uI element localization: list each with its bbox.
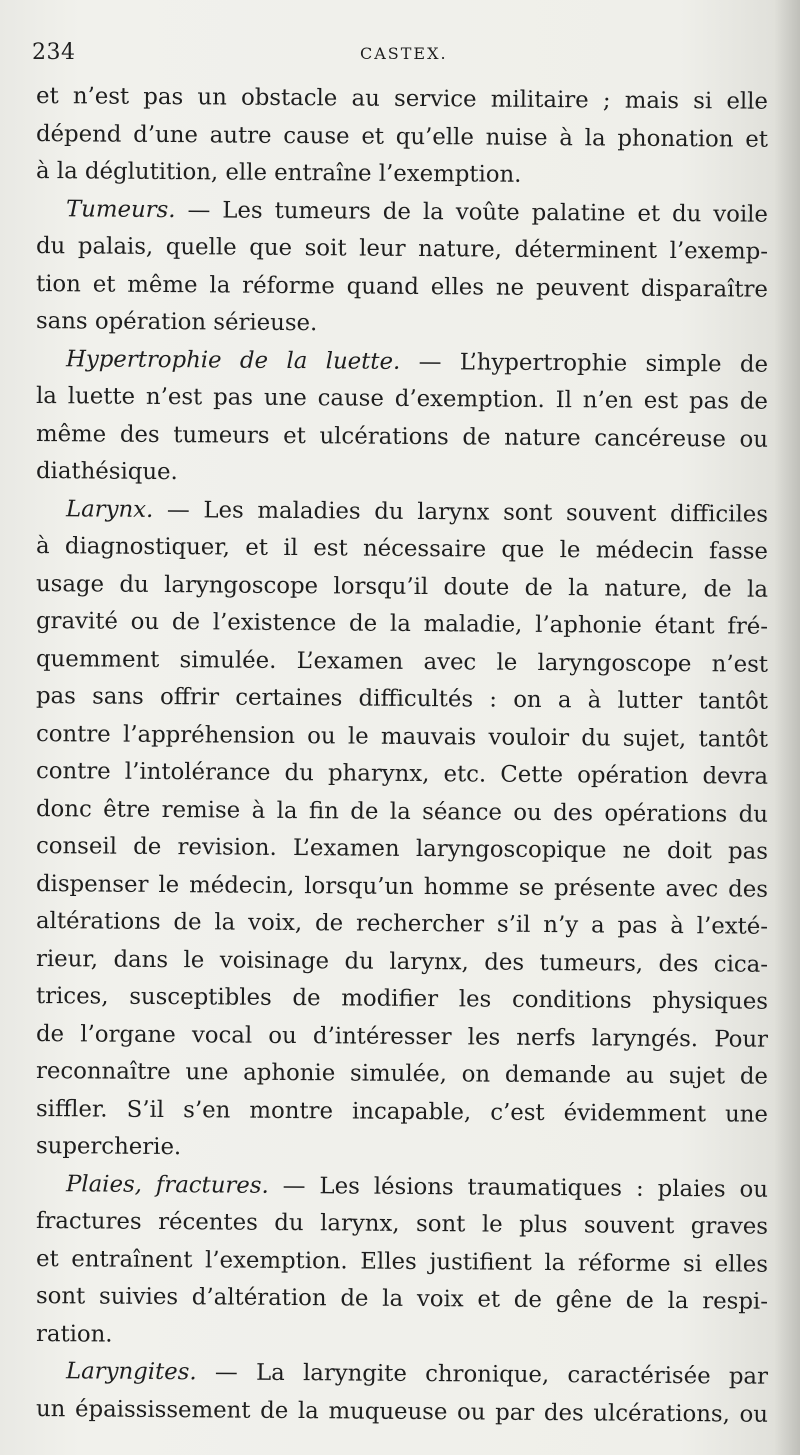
line-text: — L’hypertrophie simple de — [400, 348, 769, 378]
text-line — [36, 266, 768, 309]
text-line — [36, 228, 768, 271]
text-line — [36, 1316, 768, 1359]
section-heading: Tumeurs. — [65, 195, 176, 223]
line-text: à diagnostiquer, et il est nécessaire que le médecin fasse — [35, 533, 769, 565]
line-text: — Les lésions traumatiques : plaies ou — [268, 1172, 769, 1203]
line-text: usage du laryngoscope lorsqu’il doute de la nature, de la — [35, 570, 769, 603]
line-text: un épaississement de la muqueuse ou par des ulcérations, ou — [35, 1395, 769, 1428]
text-line — [36, 828, 768, 871]
line-text: altérations de la voix, de rechercher s’il n’y a pas à l’exté- — [35, 908, 769, 940]
line-text: gravité ou de l’existence de la maladie, l’aphonie étant fré- — [35, 608, 769, 640]
text-line — [36, 678, 768, 721]
line-text: dépend d’une autre cause et qu’elle nuise à la phonation et — [35, 120, 769, 153]
line-text: et entraînent l’exemption. Elles justifient la réforme si elles — [35, 1245, 769, 1278]
text-line — [36, 303, 768, 346]
line-text: quemment simulée. L’examen avec le laryngoscope n’est — [35, 645, 769, 678]
line-text: contre l’intolérance du pharynx, etc. Cette opération devra — [35, 758, 769, 790]
line-text: diathésique. — [35, 458, 178, 486]
text-line — [36, 1241, 768, 1284]
paragraph-heading-line — [36, 1166, 768, 1209]
line-text: de l’organe vocal ou d’intéresser les nerfs laryngés. Pour — [35, 1020, 769, 1053]
text-line — [36, 1391, 768, 1434]
line-text: fractures récentes du larynx, sont le plus souvent graves — [35, 1208, 769, 1240]
line-text: donc être remise à la fin de la séance ou des opérations du — [35, 795, 769, 828]
paragraph-heading-line — [36, 1353, 768, 1396]
page-header — [30, 40, 760, 70]
line-text: conseil de revision. L’examen laryngoscopique ne doit pas — [35, 833, 769, 865]
section-heading: Larynx. — [65, 495, 154, 523]
text-line — [36, 1278, 768, 1321]
text-line — [36, 1091, 768, 1134]
text-line — [36, 903, 768, 946]
line-text: du palais, quelle que soit leur nature, déterminent l’exemp- — [35, 233, 769, 265]
body-text — [36, 78, 768, 1428]
line-text: pas sans offrir certaines difficultés : on a à lutter tantôt — [35, 683, 769, 715]
text-line — [36, 416, 768, 459]
text-line — [36, 753, 768, 796]
line-text: la luette n’est pas une cause d’exemption. Il n’en est pas de — [35, 383, 769, 415]
text-line — [36, 716, 768, 759]
paragraph-heading-line — [36, 191, 768, 234]
section-heading: Laryngites. — [65, 1358, 197, 1386]
page-edge-shadow — [774, 0, 800, 1455]
line-text: — Les tumeurs de la voûte palatine et du voile — [175, 196, 769, 228]
line-text: trices, susceptibles de modifier les conditions physiques — [35, 983, 769, 1015]
text-line — [36, 978, 768, 1021]
line-text: sans opération sérieuse. — [35, 308, 318, 337]
line-text: — La laryngite chronique, caractérisée par — [196, 1359, 769, 1390]
line-text: tion et même la réforme quand elles ne peuvent disparaître — [35, 270, 769, 303]
line-text: même des tumeurs et ulcérations de nature cancéreuse ou — [35, 420, 769, 453]
text-line — [36, 791, 768, 834]
line-text: sont suivies d’altération de la voix et de gêne de la respi- — [35, 1283, 769, 1315]
text-line — [36, 153, 768, 196]
line-text: siffler. S’il s’en montre incapable, c’est évidemment une — [35, 1095, 769, 1128]
text-line — [36, 603, 768, 646]
text-line — [36, 866, 768, 909]
line-text: à la déglutition, elle entraîne l’exemption. — [35, 158, 522, 188]
text-line — [36, 116, 768, 159]
line-text: — Les maladies du larynx sont souvent difficiles — [153, 496, 769, 528]
running-head: CASTEX. — [360, 44, 448, 63]
text-line — [36, 941, 768, 984]
text-line — [36, 453, 768, 496]
text-line — [36, 1203, 768, 1246]
text-line — [36, 641, 768, 684]
text-line — [36, 78, 768, 121]
text-line — [36, 1016, 768, 1059]
text-line — [36, 528, 768, 571]
line-text: contre l’appréhension ou le mauvais vouloir du sujet, tantôt — [35, 720, 769, 753]
line-text: ration. — [35, 1320, 113, 1348]
line-text: et n’est pas un obstacle au service militaire ; mais si elle — [35, 83, 769, 115]
text-line — [36, 1053, 768, 1096]
section-heading: Hypertrophie de la luette. — [65, 345, 401, 375]
line-text: supercherie. — [35, 1133, 182, 1161]
paragraph-heading-line — [36, 491, 768, 534]
text-line — [36, 566, 768, 609]
page-number: 234 — [32, 40, 76, 65]
paragraph-heading-line — [36, 341, 768, 384]
line-text: rieur, dans le voisinage du larynx, des tumeurs, des cica- — [35, 945, 769, 978]
line-text: reconnaître une aphonie simulée, on demande au sujet de — [35, 1058, 769, 1090]
text-line — [36, 1128, 768, 1171]
section-heading: Plaies, fractures. — [65, 1170, 269, 1199]
text-line — [36, 378, 768, 421]
line-text: dispenser le médecin, lorsqu’un homme se présente avec des — [35, 870, 769, 903]
